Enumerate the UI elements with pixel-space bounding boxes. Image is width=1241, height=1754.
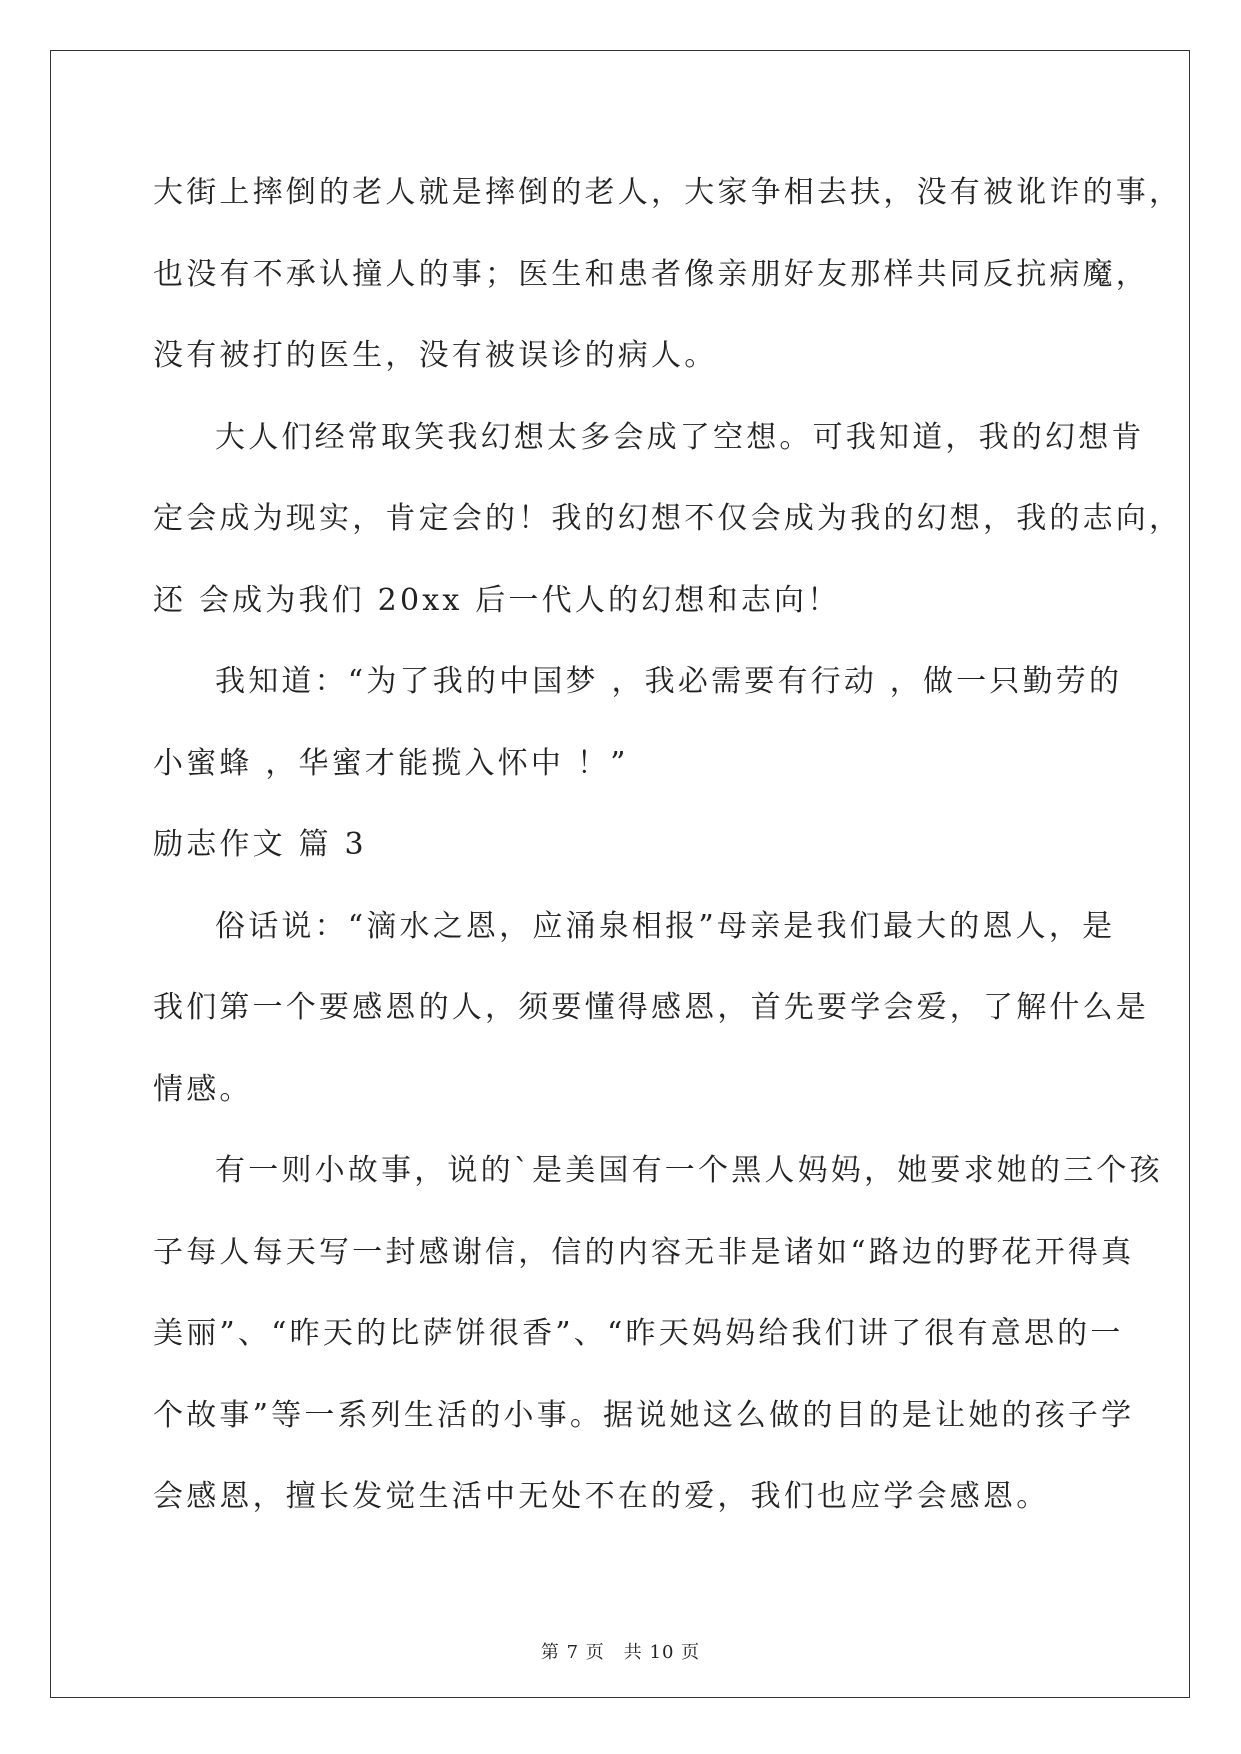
text-line: 没有被打的医生，没有被误诊的病人。 xyxy=(153,338,718,373)
text-line: 定会成为现实，肯定会的！我的幻想不仅会成为我的幻想，我的志向， xyxy=(153,501,1183,536)
text-line: 还 会成为我们 20xx 后一代人的幻想和志向！ xyxy=(153,582,841,618)
text-line: 情感。 xyxy=(153,1071,253,1107)
paragraph-start-line: 有一则小故事，说的`是美国有一个黑人妈妈，她要求她的三个孩 xyxy=(215,1153,1163,1188)
text-line: 大街上摔倒的老人就是摔倒的老人，大家争相去扶，没有被讹诈的事， xyxy=(153,175,1183,210)
text-line: 我们第一个要感恩的人，须要懂得感恩，首先要学会爱，了解什么是 xyxy=(153,990,1149,1025)
document-body xyxy=(153,158,1183,1544)
text-line: 也没有不承认撞人的事；医生和患者像亲朋好友那样共同反抗病魔， xyxy=(153,256,1149,292)
text-line: 美丽”、“昨天的比萨饼很香”、“昨天妈妈给我们讲了很有意思的一 xyxy=(153,1316,1124,1351)
paragraph-start-line: 大人们经常取笑我幻想太多会成了空想。可我知道，我的幻想肯 xyxy=(215,419,1145,455)
text-line: 子每人每天写一封感谢信，信的内容无非是诸如“路边的野花开得真 xyxy=(153,1234,1135,1270)
paragraph-start-line: 俗话说：“滴水之恩，应涌泉相报”母亲是我们最大的恩人，是 xyxy=(215,908,1116,944)
page-number: 第 7 页 共 10 页 xyxy=(540,1642,701,1663)
text-line: 会感恩，擅长发觉生活中无处不在的爱，我们也应学会感恩。 xyxy=(153,1479,1050,1514)
text-line: 个故事”等一系列生活的小事。据说她这么做的目的是让她的孩子学 xyxy=(153,1397,1135,1433)
paragraph-start-line: 我知道：“为了我的中国梦 ，我必需要有行动 ，做一只勤劳的 xyxy=(215,664,1123,699)
text-line: 小蜜蜂 ，华蜜才能揽入怀中 ！” xyxy=(153,745,629,781)
section-heading: 励志作文 篇 3 xyxy=(153,827,367,862)
